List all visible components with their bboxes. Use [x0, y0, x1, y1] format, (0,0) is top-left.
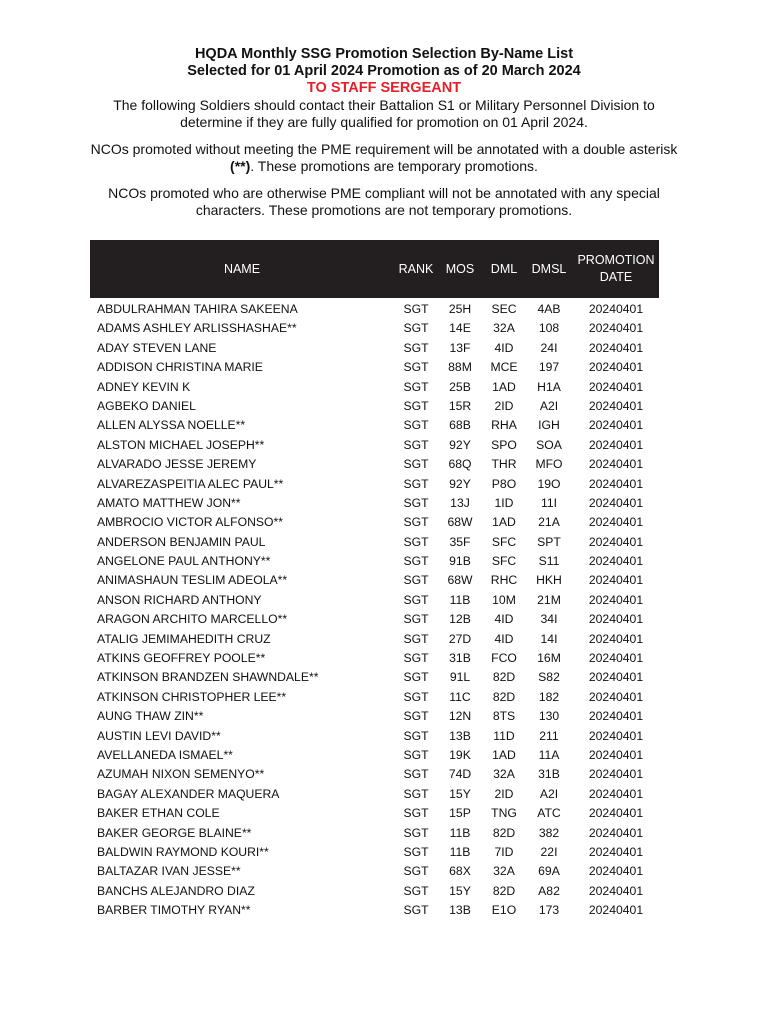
cell-rank: SGT — [403, 903, 429, 918]
cell-dmsl: 21A — [538, 515, 560, 530]
cell-promotion-date: 20240401 — [588, 631, 644, 646]
cell-rank: SGT — [403, 883, 429, 898]
cell-promotion-date: 20240401 — [588, 340, 644, 355]
table-row — [90, 552, 659, 571]
cell-dml: 82D — [492, 883, 516, 898]
cell-dml: 4ID — [494, 631, 514, 646]
cell-mos: 13B — [449, 728, 471, 743]
cell-mos: 35F — [449, 534, 471, 549]
cell-promotion-date: 20240401 — [588, 515, 644, 530]
cell-dmsl: 197 — [538, 360, 560, 375]
cell-rank: SGT — [403, 302, 429, 316]
cell-name: ARAGON ARCHITO MARCELLO** — [97, 612, 288, 627]
cell-mos: 25H — [448, 302, 472, 316]
cell-promotion-date: 20240401 — [588, 495, 644, 510]
cell-mos: 15Y — [449, 883, 471, 898]
cell-rank: SGT — [403, 864, 429, 879]
cell-rank: SGT — [403, 612, 429, 627]
table-row — [90, 901, 659, 920]
cell-dml: 32A — [493, 864, 515, 879]
cell-name: ANSON RICHARD ANTHONY — [97, 592, 262, 607]
cell-dmsl: 11I — [540, 495, 558, 510]
cell-mos: 11B — [449, 825, 471, 840]
cell-rank: SGT — [403, 554, 429, 569]
cell-rank: SGT — [403, 747, 429, 762]
cell-mos: 12N — [448, 709, 472, 724]
cell-promotion-date: 20240401 — [588, 767, 644, 782]
cell-name: ALSTON MICHAEL JOSEPH** — [97, 437, 265, 452]
cell-name: ANDERSON BENJAMIN PAUL — [97, 534, 266, 549]
table-body — [90, 300, 659, 921]
cell-rank: SGT — [403, 476, 429, 491]
cell-rank: SGT — [403, 844, 429, 859]
cell-name: ADAMS ASHLEY ARLISSHASHAE** — [97, 321, 297, 336]
cell-name: AUSTIN LEVI DAVID** — [97, 728, 221, 743]
pme-text-c: . These promotions are temporary promotions. — [250, 158, 538, 174]
cell-rank: SGT — [403, 670, 429, 685]
cell-promotion-date: 20240401 — [588, 844, 644, 859]
cell-mos: 11C — [449, 689, 471, 704]
cell-dml: 1AD — [492, 747, 516, 762]
cell-rank: SGT — [403, 437, 429, 452]
cell-dmsl: 382 — [538, 825, 560, 840]
cell-mos: 19K — [449, 747, 471, 762]
table-row — [90, 378, 659, 397]
cell-mos: 13F — [449, 340, 471, 355]
table-row — [90, 533, 659, 552]
cell-mos: 11B — [449, 844, 471, 859]
cell-dml: P8O — [491, 476, 517, 491]
table-row — [90, 416, 659, 435]
table-row — [90, 475, 659, 494]
table-row — [90, 610, 659, 629]
table-row — [90, 319, 659, 338]
cell-dml: 82D — [492, 825, 516, 840]
cell-dmsl: SOA — [536, 437, 562, 452]
cell-dml: 2ID — [494, 398, 514, 413]
cell-rank: SGT — [403, 360, 429, 375]
cell-dml: FCO — [491, 651, 517, 666]
cell-name: ALVAREZASPEITIA ALEC PAUL** — [97, 476, 284, 491]
cell-dml: 1AD — [492, 515, 516, 530]
cell-promotion-date: 20240401 — [588, 476, 644, 491]
cell-name: BAGAY ALEXANDER MAQUERA — [97, 786, 280, 801]
table-row — [90, 688, 659, 707]
cell-promotion-date: 20240401 — [588, 651, 644, 666]
cell-rank: SGT — [403, 631, 429, 646]
cell-promotion-date: 20240401 — [588, 360, 644, 375]
cell-name: ADNEY KEVIN K — [97, 379, 191, 394]
cell-dmsl: IGH — [538, 418, 560, 433]
cell-mos: 11B — [449, 592, 471, 607]
table-row — [90, 804, 659, 823]
cell-dmsl: 34I — [540, 612, 558, 627]
cell-mos: 15Y — [449, 786, 471, 801]
cell-rank: SGT — [403, 689, 429, 704]
cell-promotion-date: 20240401 — [588, 457, 644, 472]
cell-rank: SGT — [403, 728, 429, 743]
cell-dml: 82D — [492, 689, 516, 704]
cell-promotion-date: 20240401 — [588, 709, 644, 724]
cell-dml: RHA — [491, 418, 517, 433]
cell-promotion-date: 20240401 — [588, 806, 644, 821]
cell-dml: 32A — [493, 767, 515, 782]
cell-dmsl: MFO — [535, 457, 563, 472]
cell-promotion-date: 20240401 — [588, 786, 644, 801]
cell-dml: 32A — [493, 321, 515, 336]
cell-rank: SGT — [403, 806, 429, 821]
cell-promotion-date: 20240401 — [588, 573, 644, 588]
cell-dml: 7ID — [494, 844, 514, 859]
cell-name: BAKER GEORGE BLAINE** — [97, 825, 252, 840]
table-row — [90, 339, 659, 358]
cell-mos: 92Y — [449, 476, 471, 491]
cell-rank: SGT — [403, 379, 429, 394]
cell-rank: SGT — [403, 340, 429, 355]
cell-rank: SGT — [403, 709, 429, 724]
cell-dmsl: 24I — [540, 340, 558, 355]
cell-name: ATALIG JEMIMAHEDITH CRUZ — [97, 631, 271, 646]
cell-mos: 12B — [449, 612, 471, 627]
cell-promotion-date: 20240401 — [588, 418, 644, 433]
cell-name: ANGELONE PAUL ANTHONY** — [97, 554, 271, 569]
cell-name: BALDWIN RAYMOND KOURI** — [97, 844, 269, 859]
cell-dml: 10M — [492, 592, 516, 607]
table-row — [90, 358, 659, 377]
cell-dmsl: 4AB — [537, 302, 561, 316]
cell-dml: SEC — [491, 302, 517, 316]
cell-dml: 8TS — [492, 709, 516, 724]
table-row — [90, 455, 659, 474]
cell-name: AMATO MATTHEW JON** — [97, 495, 241, 510]
cell-dmsl: 31B — [538, 767, 560, 782]
table-row — [90, 630, 659, 649]
cell-mos: 68W — [447, 515, 473, 530]
cell-rank: SGT — [403, 418, 429, 433]
column-header-dmsl: DMSL — [531, 261, 567, 276]
column-header-name: NAME — [223, 261, 261, 276]
cell-dmsl: SPT — [537, 534, 561, 549]
cell-promotion-date: 20240401 — [588, 534, 644, 549]
cell-name: AZUMAH NIXON SEMENYO** — [97, 767, 265, 782]
cell-dml: SFC — [491, 554, 517, 569]
cell-mos: 27D — [448, 631, 472, 646]
cell-dmsl: ATC — [537, 806, 561, 821]
cell-name: ALLEN ALYSSA NOELLE** — [97, 418, 246, 433]
cell-dmsl: S11 — [538, 554, 560, 569]
cell-name: BARBER TIMOTHY RYAN** — [97, 903, 251, 918]
cell-name: ADDISON CHRISTINA MARIE — [97, 360, 263, 375]
cell-dmsl: 69A — [538, 864, 560, 879]
cell-dml: 1ID — [494, 495, 514, 510]
cell-promotion-date: 20240401 — [588, 864, 644, 879]
cell-dmsl: 22I — [540, 844, 558, 859]
cell-rank: SGT — [403, 534, 429, 549]
cell-name: BANCHS ALEJANDRO DIAZ — [97, 883, 255, 898]
cell-dmsl: 108 — [538, 321, 560, 336]
cell-dml: E1O — [491, 903, 517, 918]
cell-dml: 2ID — [494, 786, 514, 801]
pme-text-a: NCOs promoted without meeting the PME requirement will be annotated with a double asterisk — [90, 141, 678, 157]
cell-promotion-date: 20240401 — [588, 825, 644, 840]
cell-mos: 91L — [449, 670, 471, 685]
cell-dml: 82D — [492, 670, 516, 685]
table-row — [90, 785, 659, 804]
cell-rank: SGT — [403, 398, 429, 413]
cell-dmsl: 173 — [538, 903, 560, 918]
cell-rank: SGT — [403, 592, 429, 607]
cell-mos: 13B — [449, 903, 471, 918]
cell-name: BAKER ETHAN COLE — [97, 806, 220, 821]
cell-dmsl: 211 — [539, 728, 559, 743]
cell-dml: THR — [491, 457, 517, 472]
cell-promotion-date: 20240401 — [588, 592, 644, 607]
table-row — [90, 436, 659, 455]
table-row — [90, 765, 659, 784]
cell-mos: 31B — [449, 651, 471, 666]
cell-dml: TNG — [491, 806, 517, 821]
cell-name: ATKINSON CHRISTOPHER LEE** — [97, 689, 287, 704]
cell-name: ANIMASHAUN TESLIM ADEOLA** — [97, 573, 288, 588]
cell-mos: 15P — [449, 806, 471, 821]
cell-rank: SGT — [403, 651, 429, 666]
table-row — [90, 882, 659, 901]
cell-dmsl: 16M — [537, 651, 561, 666]
table-row — [90, 727, 659, 746]
cell-dml: SFC — [491, 534, 517, 549]
cell-mos: 68Q — [448, 457, 472, 472]
cell-mos: 88M — [448, 360, 472, 375]
cell-mos: 74D — [448, 767, 472, 782]
cell-dml: 4ID — [494, 612, 514, 627]
cell-mos: 91B — [449, 554, 471, 569]
cell-name: ATKINS GEOFFREY POOLE** — [97, 651, 266, 666]
cell-dmsl: H1A — [537, 379, 561, 394]
cell-dmsl: 21M — [537, 592, 561, 607]
pme-asterisk-marker: (**) — [230, 158, 251, 174]
cell-promotion-date: 20240401 — [588, 883, 644, 898]
cell-promotion-date: 20240401 — [588, 903, 644, 918]
cell-promotion-date: 20240401 — [588, 379, 644, 394]
cell-rank: SGT — [403, 321, 429, 336]
cell-mos: 25B — [449, 379, 471, 394]
document-title: HQDA Monthly SSG Promotion Selection By-Name List — [194, 46, 574, 62]
cell-rank: SGT — [403, 495, 429, 510]
column-header-rank: RANK — [398, 261, 434, 276]
cell-promotion-date: 20240401 — [588, 554, 644, 569]
cell-dml: MCE — [490, 360, 518, 375]
cell-mos: 68B — [449, 418, 471, 433]
cell-promotion-date: 20240401 — [588, 689, 644, 704]
cell-promotion-date: 20240401 — [588, 747, 644, 762]
cell-mos: 15R — [448, 398, 472, 413]
cell-dmsl: A82 — [538, 883, 560, 898]
table-row — [90, 668, 659, 687]
cell-promotion-date: 20240401 — [588, 670, 644, 685]
cell-rank: SGT — [403, 767, 429, 782]
cell-name: BALTAZAR IVAN JESSE** — [97, 864, 241, 879]
cell-promotion-date: 20240401 — [588, 398, 644, 413]
column-header-dml: DML — [490, 261, 518, 276]
instructions-paragraph: The following Soldiers should contact their Battalion S1 or Military Personnel Division to determine if they are fully qualified for promotion on 01 April 2024. — [113, 97, 655, 130]
table-row — [90, 300, 659, 319]
table-row — [90, 746, 659, 765]
table-row — [90, 862, 659, 881]
table-row — [90, 571, 659, 590]
cell-name: ATKINSON BRANDZEN SHAWNDALE** — [97, 670, 319, 685]
cell-promotion-date: 20240401 — [588, 302, 644, 316]
cell-dml: 11D — [493, 728, 515, 743]
document-subtitle-date: Selected for 01 April 2024 Promotion as of 20 March 2024 — [187, 63, 581, 79]
cell-dmsl: S82 — [538, 670, 560, 685]
table-row — [90, 707, 659, 726]
cell-name: AGBEKO DANIEL — [97, 398, 196, 413]
cell-name: ABDULRAHMAN TAHIRA SAKEENA — [97, 302, 298, 316]
cell-promotion-date: 20240401 — [588, 728, 644, 743]
cell-rank: SGT — [403, 457, 429, 472]
table-row — [90, 824, 659, 843]
cell-mos: 68W — [447, 573, 473, 588]
cell-name: AMBROCIO VICTOR ALFONSO** — [97, 515, 284, 530]
cell-dmsl: HKH — [536, 573, 562, 588]
cell-dmsl: A2I — [539, 398, 559, 413]
cell-name: ADAY STEVEN LANE — [97, 340, 217, 355]
cell-promotion-date: 20240401 — [588, 612, 644, 627]
cell-dmsl: 11A — [538, 747, 560, 762]
cell-promotion-date: 20240401 — [588, 437, 644, 452]
cell-rank: SGT — [403, 786, 429, 801]
column-header-promotion-date: PROMOTION DATE — [577, 253, 655, 284]
cell-mos: 92Y — [449, 437, 471, 452]
cell-mos: 13J — [450, 495, 470, 510]
table-row — [90, 397, 659, 416]
cell-name: AUNG THAW ZIN** — [97, 709, 204, 724]
table-row — [90, 649, 659, 668]
table-row — [90, 513, 659, 532]
table-row — [90, 843, 659, 862]
cell-dmsl: 19O — [537, 476, 561, 491]
table-row — [90, 591, 659, 610]
column-header-mos: MOS — [445, 261, 475, 276]
cell-rank: SGT — [403, 573, 429, 588]
pme-annotation-paragraph — [90, 141, 678, 175]
cell-mos: 14E — [449, 321, 471, 336]
cell-dmsl: A2I — [539, 786, 559, 801]
document-header — [0, 46, 768, 219]
cell-dml: 1AD — [492, 379, 516, 394]
cell-rank: SGT — [403, 825, 429, 840]
cell-dmsl: 130 — [538, 709, 560, 724]
cell-dml: SPO — [491, 437, 517, 452]
promotion-grade-heading: TO STAFF SERGEANT — [306, 80, 462, 96]
cell-name: AVELLANEDA ISMAEL** — [97, 747, 233, 762]
cell-mos: 68X — [449, 864, 471, 879]
cell-dmsl: 182 — [538, 689, 560, 704]
pme-compliant-paragraph: NCOs promoted who are otherwise PME compliant will not be annotated with any special characters. These promotions are not temporary promotions. — [108, 185, 660, 218]
cell-rank: SGT — [403, 515, 429, 530]
cell-dml: RHC — [490, 573, 518, 588]
cell-dml: 4ID — [494, 340, 514, 355]
table-header — [90, 240, 659, 298]
cell-name: ALVARADO JESSE JEREMY — [97, 457, 257, 472]
cell-dmsl: 14I — [540, 631, 558, 646]
table-row — [90, 494, 659, 513]
cell-promotion-date: 20240401 — [588, 321, 644, 336]
